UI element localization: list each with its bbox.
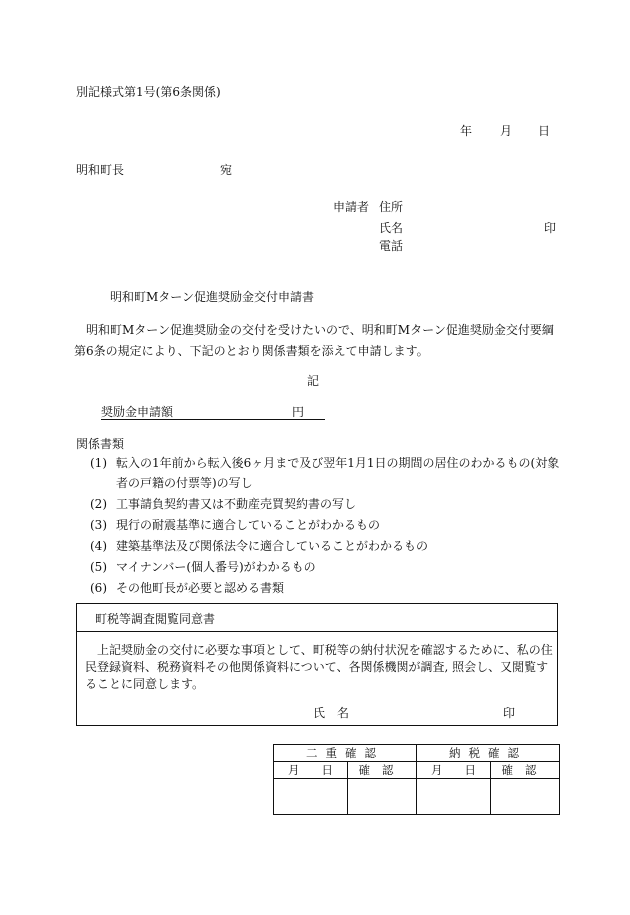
- consent-seal-mark: 印: [503, 706, 516, 720]
- list-item: [90, 578, 570, 598]
- double-check-header: 二重確認: [274, 745, 417, 762]
- tax-check-header: 納税確認: [417, 745, 560, 762]
- double-check-confirm-cell: [348, 779, 417, 815]
- list-item-text: 建築基準法及び関係法令に適合していることがわかるもの: [116, 539, 429, 553]
- consent-header: [77, 604, 557, 632]
- date-month-label: 月: [500, 124, 513, 138]
- date-year-label: 年: [460, 124, 473, 138]
- consent-box: [76, 603, 558, 726]
- name-label: 氏名: [379, 221, 404, 235]
- double-check-date-cell: [274, 779, 348, 815]
- address-label: 住所: [379, 200, 404, 214]
- month-label: 月: [431, 763, 443, 777]
- list-item: [90, 453, 570, 493]
- addressee-name: 明和町長: [76, 163, 125, 177]
- list-item-text: 工事請負契約書又は不動産売買契約書の写し: [116, 497, 357, 511]
- list-item: [90, 536, 570, 556]
- seal-mark: 印: [544, 221, 557, 235]
- list-item-text: マイナンバー(個人番号)がわかるもの: [116, 560, 316, 574]
- list-item-text: その他町長が必要と認める書類: [116, 581, 285, 595]
- ki-heading: 記: [307, 374, 320, 388]
- month-label: 月: [288, 763, 300, 777]
- list-item-number: (2): [90, 497, 107, 511]
- tax-check-confirm-header: 確認: [491, 762, 560, 779]
- list-item: [90, 494, 570, 514]
- check-table: [273, 744, 560, 815]
- related-docs-list: [90, 453, 570, 599]
- list-item: [90, 515, 570, 535]
- amount-label: 奨励金申請額: [101, 405, 174, 419]
- form-number: 別記様式第1号(第6条関係): [76, 85, 221, 99]
- double-check-confirm-header: 確認: [348, 762, 417, 779]
- amount-field: [101, 403, 325, 420]
- list-item-text: 転入の1年前から転入後6ヶ月まで及び翌年1月1日の期間の居住のわかるもの(対象者の戸籍の付票等)の写し: [116, 456, 560, 490]
- document-title: 明和町Mターン促進奨励金交付申請書: [110, 290, 315, 304]
- body-paragraph: 明和町Mターン促進奨励金の交付を受けたいので、明和町Mターン促進奨励金交付要綱第6条の規定により、下記のとおり関係書類を添えて申請します。: [74, 323, 554, 358]
- addressee: [76, 161, 232, 178]
- list-item-number: (5): [90, 560, 107, 574]
- list-item-number: (3): [90, 518, 107, 532]
- date-day-label: 日: [538, 124, 551, 138]
- related-docs-title: 関係書類: [76, 437, 125, 451]
- date-line: [460, 122, 550, 139]
- day-label: 日: [464, 763, 476, 777]
- double-check-date-header: [274, 762, 348, 779]
- list-item: [90, 557, 570, 577]
- list-item-number: (6): [90, 581, 107, 595]
- tax-check-confirm-cell: [491, 779, 560, 815]
- list-item-number: (1): [90, 456, 107, 470]
- tax-check-date-header: [417, 762, 491, 779]
- consent-text: 上記奨励金の交付に必要な事項として、町税等の納付状況を確認するために、私の住民登録資料、税務資料その他関係資料について、各関係機関が調査, 照会し、又閲覧することに同意します。: [85, 643, 553, 691]
- consent-signature: [313, 704, 516, 721]
- addressee-suffix: 宛: [220, 163, 233, 177]
- day-label: 日: [321, 763, 333, 777]
- consent-title: 町税等調査閲覧同意書: [95, 612, 216, 626]
- phone-label: 電話: [379, 239, 404, 253]
- consent-name-label: 氏 名: [313, 706, 350, 720]
- amount-unit: 円: [292, 405, 305, 419]
- list-item-number: (4): [90, 539, 107, 553]
- list-item-text: 現行の耐震基準に適合していることがわかるもの: [116, 518, 381, 532]
- applicant-label: 申請者: [333, 200, 370, 214]
- tax-check-date-cell: [417, 779, 491, 815]
